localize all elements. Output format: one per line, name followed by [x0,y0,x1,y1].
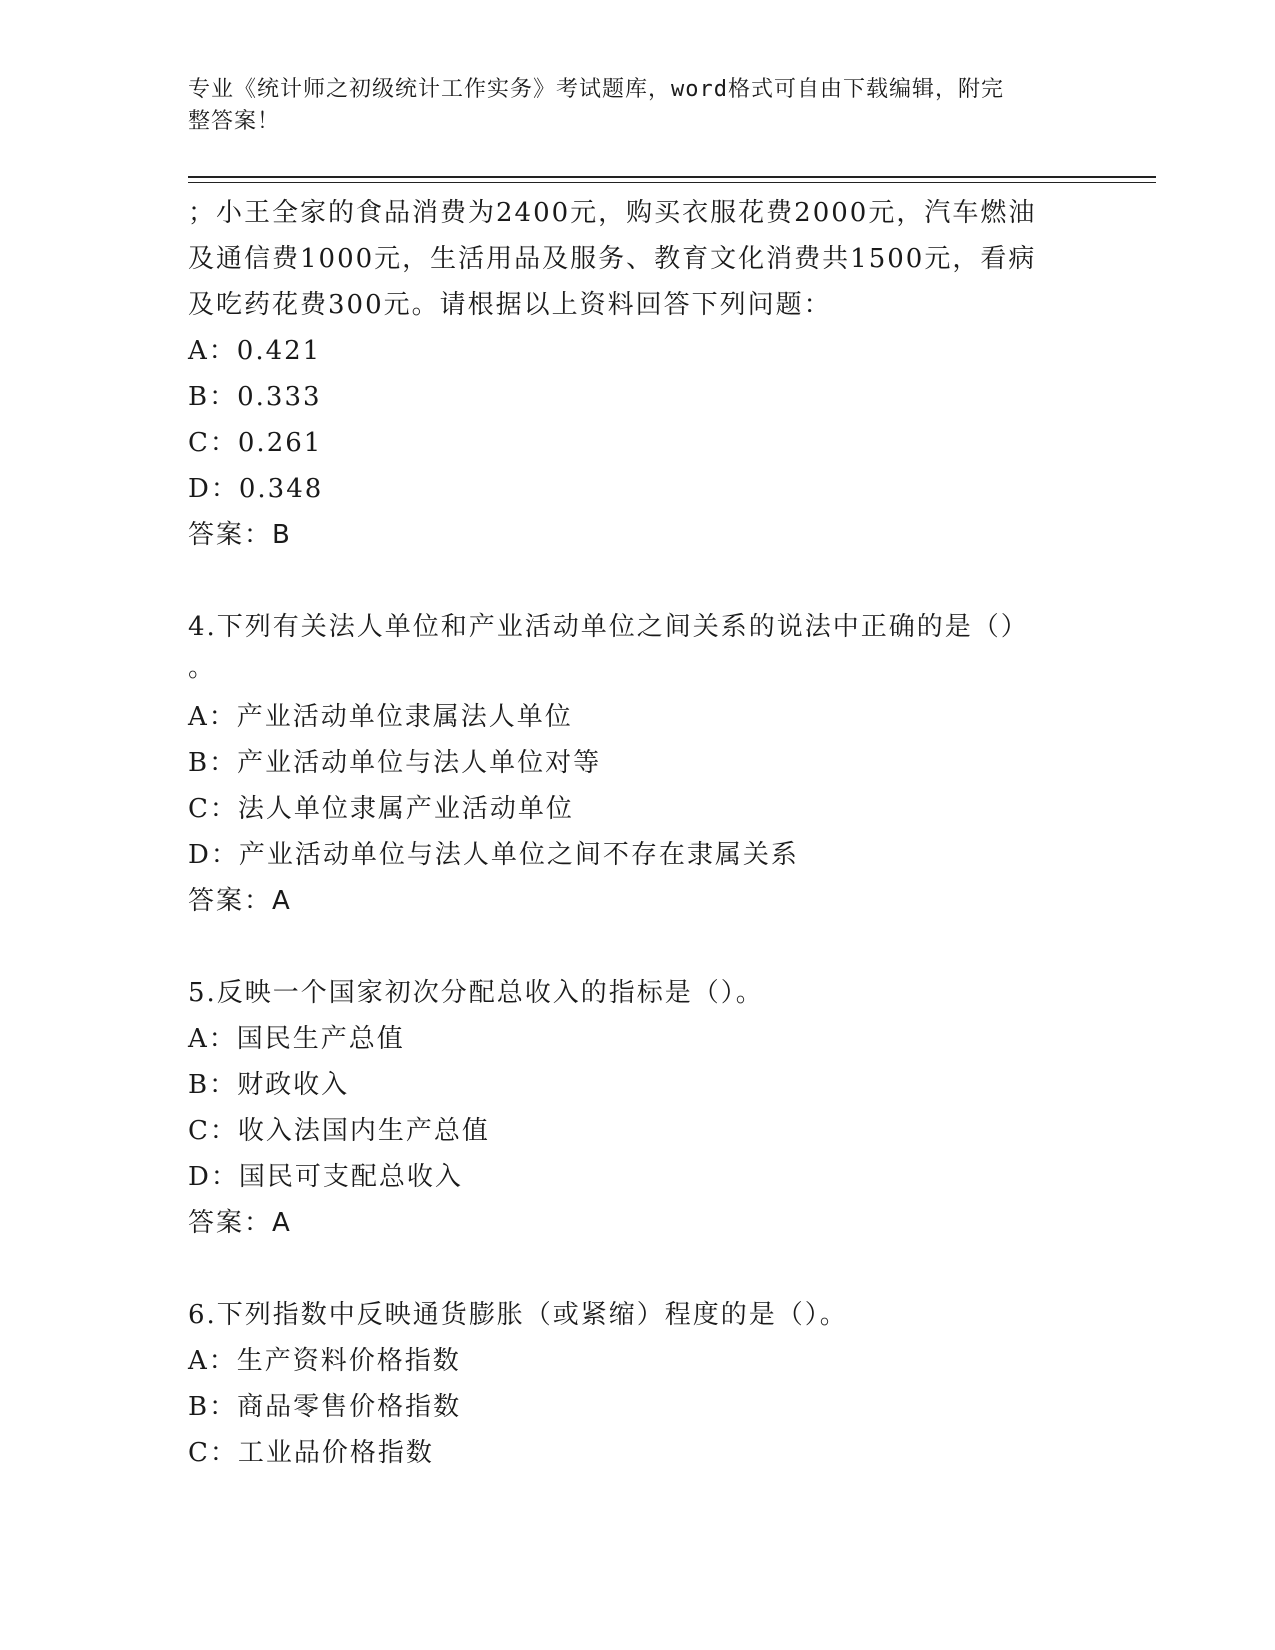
option-c: C：工业品价格指数 [188,1438,434,1468]
question-stem: 4.下列有关法人单位和产业活动单位之间关系的说法中正确的是（） [188,612,1029,642]
option-c: C：0.261 [188,428,323,458]
option-a: A：国民生产总值 [188,1024,405,1054]
header-divider-thin [188,182,1156,183]
answer: 答案：A [188,886,292,916]
header-divider-thick [188,176,1156,178]
option-c: C：法人单位隶属产业活动单位 [188,794,574,824]
header-line-2: 整答案！ [188,109,281,134]
question-3 [188,190,1088,558]
option-b: B：商品零售价格指数 [188,1392,462,1422]
spacer [188,924,1088,970]
option-a: A：生产资料价格指数 [188,1346,461,1376]
spacer [188,558,1088,604]
option-d: D：产业活动单位与法人单位之间不存在隶属关系 [188,840,799,870]
option-b: B：0.333 [188,382,322,412]
option-a: A：0.421 [188,336,322,366]
option-a: A：产业活动单位隶属法人单位 [188,702,573,732]
header-line-1: 专业《统计师之初级统计工作实务》考试题库，word格式可自由下载编辑，附完 [188,77,1004,102]
question-5 [188,970,1088,1246]
question-6 [188,1292,1088,1476]
option-d: D：0.348 [188,474,324,504]
option-b: B：产业活动单位与法人单位对等 [188,748,602,778]
answer: 答案：B [188,520,292,550]
document-body [188,190,1088,1476]
question-stem: 及通信费1000元，生活用品及服务、教育文化消费共1500元，看病 [188,244,1037,274]
document-header [188,74,1068,138]
question-stem: 。 [188,653,217,683]
question-stem: ；小王全家的食品消费为2400元，购买衣服花费2000元，汽车燃油 [188,198,1037,228]
option-b: B：财政收入 [188,1070,350,1100]
question-stem: 及吃药花费300元。请根据以上资料回答下列问题： [188,290,832,320]
question-stem: 5.反映一个国家初次分配总收入的指标是（）。 [188,978,764,1008]
option-c: C：收入法国内生产总值 [188,1116,490,1146]
question-4 [188,604,1088,924]
question-stem: 6.下列指数中反映通货膨胀（或紧缩）程度的是（）。 [188,1300,848,1330]
spacer [188,1246,1088,1292]
answer: 答案：A [188,1208,292,1238]
option-d: D：国民可支配总收入 [188,1162,463,1192]
